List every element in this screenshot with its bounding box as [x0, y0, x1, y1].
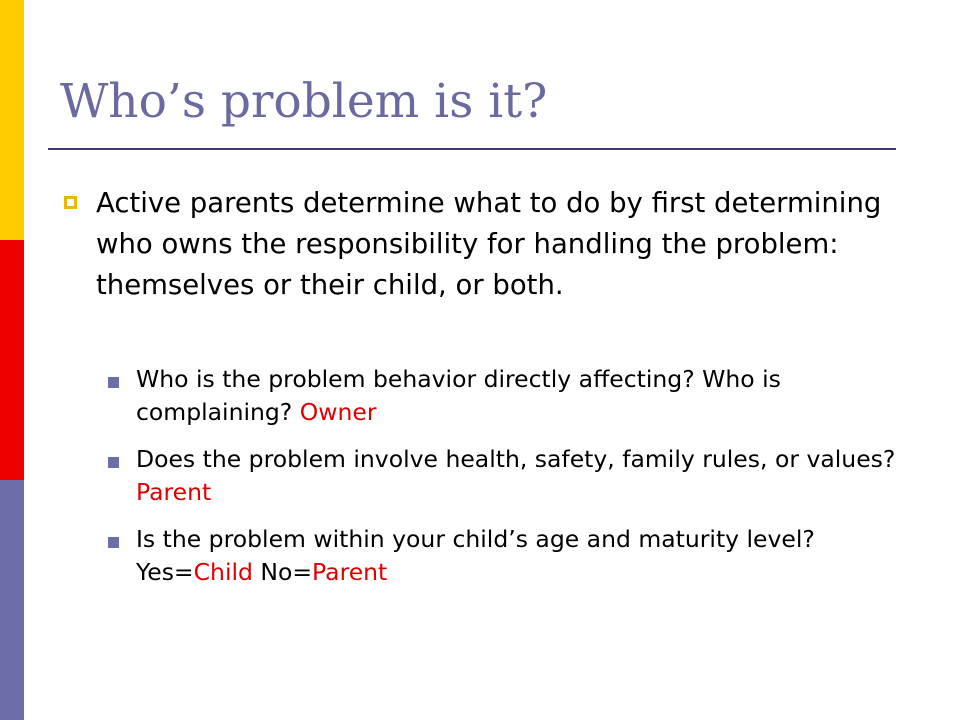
sub-bullet-question: Who is the problem behavior directly affecting? Who is complaining?	[136, 365, 781, 426]
square-bullet-icon	[108, 457, 119, 468]
side-bar-purple	[0, 480, 24, 720]
main-bullet	[64, 183, 914, 306]
answer-parent: Parent	[136, 478, 212, 506]
sub-bullet-item	[108, 443, 918, 509]
hollow-square-bullet-icon	[64, 196, 77, 209]
square-bullet-icon	[108, 537, 119, 548]
slide-title: Who’s problem is it?	[60, 74, 548, 129]
sub-bullet-text	[136, 443, 918, 509]
sub-bullet-text	[136, 523, 918, 589]
sub-bullet-no-label: No=	[252, 558, 313, 586]
sub-bullet-question: Is the problem within your child’s age and maturity level? Yes=	[136, 525, 815, 586]
sub-bullet-question: Does the problem involve health, safety, family rules, or values?	[136, 445, 896, 473]
answer-owner: Owner	[299, 398, 377, 426]
square-bullet-icon	[108, 377, 119, 388]
answer-child: Child	[193, 558, 253, 586]
answer-parent: Parent	[312, 558, 388, 586]
title-divider	[48, 148, 896, 150]
sub-bullet-item	[108, 363, 918, 429]
main-bullet-text: Active parents determine what to do by first determining who owns the responsibility for handling the problem: themselves or their child, or both.	[96, 187, 882, 301]
side-bar-yellow	[0, 0, 24, 240]
sub-bullet-list	[108, 363, 918, 603]
side-bar-red	[0, 240, 24, 480]
sub-bullet-text	[136, 363, 918, 429]
sub-bullet-item	[108, 523, 918, 589]
